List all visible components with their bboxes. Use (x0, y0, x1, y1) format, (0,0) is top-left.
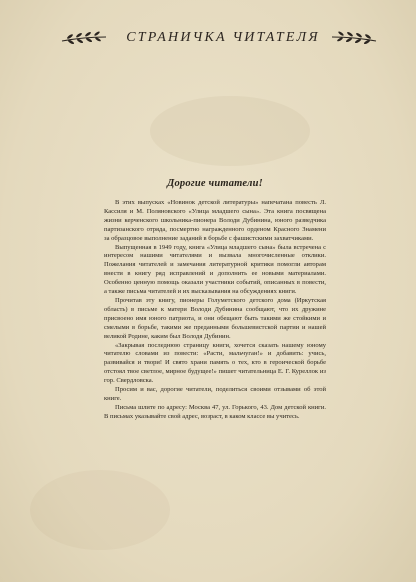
paper-stain (30, 470, 170, 550)
laurel-branch-icon (330, 29, 378, 45)
laurel-branch-icon (60, 29, 108, 45)
paper-stain (150, 96, 310, 166)
article-paragraph: Письма шлите по адресу: Москва 47, ул. Горького, 43. Дом детской книги. В письмах указывайте свой адрес, возраст, в каком классе вы учитесь. (104, 403, 326, 420)
article-paragraph: Прочитав эту книгу, пионеры Голуметского детского дома (Иркутская область) в письме к матери Володи Дубинина сообщают, что их дружине присвоено имя юного патриота, и они обещают быть такими же стойкими и смелыми в борьбе, такими же преданными большевистской партии и нашей великой Родине, каким был Володя Дубинин. (104, 296, 326, 340)
reader-letter-article (104, 178, 326, 422)
article-heading: Дорогие читатели! (167, 178, 263, 189)
article-paragraph: Выпущенная в 1949 году, книга «Улица младшего сына» была встречена с интересом нашими читателями и вызвала многочисленные отклики. Пожелания читателей и замечания литературной критики помогли авторам внести в книгу ряд исправлений и дополнить ее новыми материалами. Особенно ценную помощь оказали участники событий, описанных в повести, а также письма читателей и их высказывания на обсуждениях книги. (104, 243, 326, 296)
article-paragraph: В этих выпусках «Новинок детской литературы» напечатана повесть Л. Кассиля и М. Поляновского «Улица младшего сына». Эта книга посвящена жизни керченского школьника-пионера Володи Дубинина, юного разведчика партизанского отряда, посмертно награжденного орденом Красного Знамени за образцовое выполнение заданий в борьбе с фашистскими захватчиками. (104, 199, 326, 242)
page-header (0, 26, 416, 50)
article-paragraph: Просим и вас, дорогие читатели, поделиться своими отзывами об этой книге. (104, 386, 326, 402)
article-paragraph: «Закрывая последнюю страницу книги, хочется сказать нашему юному читателю словами из повести: «Расти, мальчуган!» и добавить: учись, развивайся и твори! И свято храни память о тех, кто в героической борьбе отстоял твое светлое, мирное будущее!» пишет читательница Е. Г. Куреллок из гор. Свердловска. (104, 341, 326, 385)
section-title: СТРАНИЧКА ЧИТАТЕЛЯ (126, 30, 320, 45)
